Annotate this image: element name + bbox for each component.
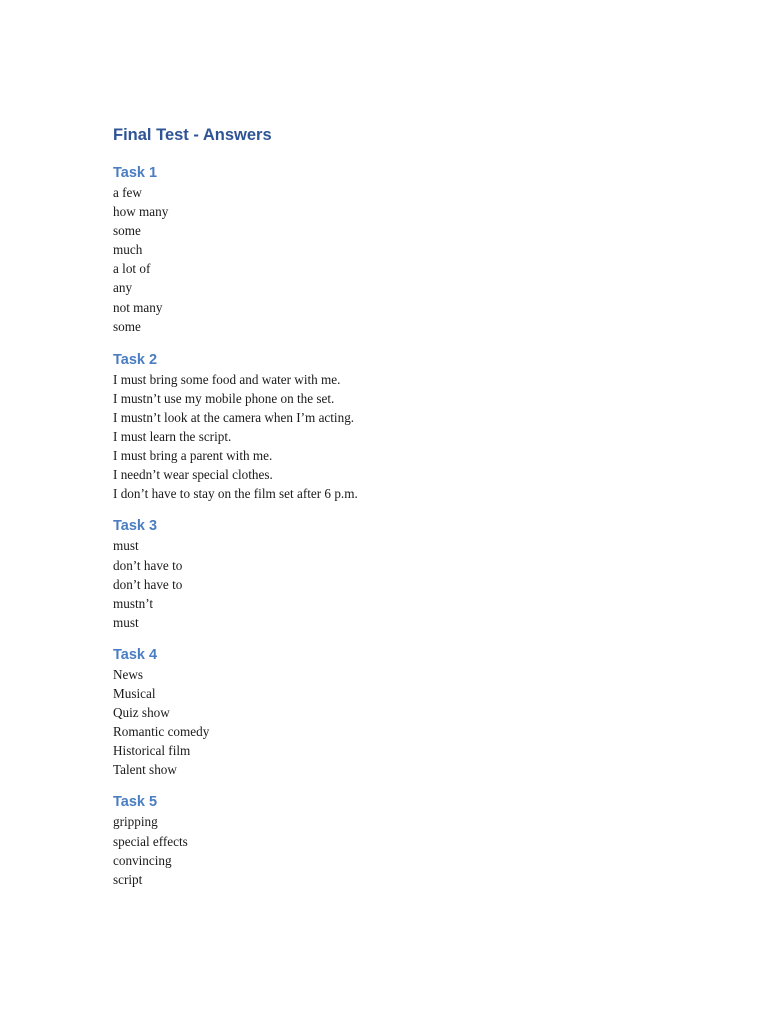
answer-list bbox=[113, 812, 713, 888]
answer-line: Romantic comedy bbox=[113, 724, 210, 740]
document-title: Final Test - Answers bbox=[113, 126, 272, 144]
answer-line: must bbox=[113, 538, 139, 554]
answer-line: Historical film bbox=[113, 743, 191, 759]
task-section bbox=[113, 350, 713, 504]
answer-line: some bbox=[113, 318, 141, 334]
task-heading: Task 2 bbox=[113, 351, 158, 368]
answer-line: how many bbox=[113, 204, 169, 220]
answer-list bbox=[113, 536, 713, 631]
document-page bbox=[113, 124, 713, 889]
answer-line: must bbox=[113, 614, 139, 630]
task-heading: Task 5 bbox=[113, 794, 158, 811]
task-section bbox=[113, 163, 713, 336]
answer-line: I don’t have to stay on the film set after 6 p.m. bbox=[113, 486, 358, 502]
answer-line: much bbox=[113, 242, 143, 258]
answer-list bbox=[113, 370, 713, 504]
answer-line: I mustn’t look at the camera when I’m acting. bbox=[113, 409, 355, 425]
answer-line: mustn’t bbox=[113, 595, 154, 611]
answer-line: some bbox=[113, 223, 141, 239]
answer-line: Musical bbox=[113, 685, 156, 701]
task-section bbox=[113, 645, 713, 780]
answer-line: a few bbox=[113, 185, 142, 200]
answer-list bbox=[113, 665, 713, 780]
answer-line: any bbox=[113, 280, 133, 296]
answer-line: News bbox=[113, 666, 144, 682]
answer-line: special effects bbox=[113, 833, 188, 849]
answer-line: Talent show bbox=[113, 762, 177, 778]
task-section bbox=[113, 792, 713, 888]
answer-line: I must bring a parent with me. bbox=[113, 448, 273, 464]
answer-line: I needn’t wear special clothes. bbox=[113, 467, 273, 483]
answer-line: Quiz show bbox=[113, 705, 170, 721]
answer-line: I mustn’t use my mobile phone on the set. bbox=[113, 390, 335, 406]
answer-line: don’t have to bbox=[113, 557, 183, 573]
answer-line: convincing bbox=[113, 852, 172, 868]
task-heading: Task 3 bbox=[113, 518, 158, 535]
answer-list bbox=[113, 183, 713, 336]
task-heading: Task 1 bbox=[113, 165, 158, 181]
answer-line: script bbox=[113, 871, 143, 887]
answer-line: I must learn the script. bbox=[113, 429, 232, 445]
task-section bbox=[113, 516, 713, 631]
answer-line: I must bring some food and water with me. bbox=[113, 371, 341, 387]
answer-line: don’t have to bbox=[113, 576, 183, 592]
answer-line: gripping bbox=[113, 814, 158, 830]
answer-line: a lot of bbox=[113, 261, 151, 277]
answer-line: not many bbox=[113, 299, 163, 315]
task-heading: Task 4 bbox=[113, 646, 158, 663]
